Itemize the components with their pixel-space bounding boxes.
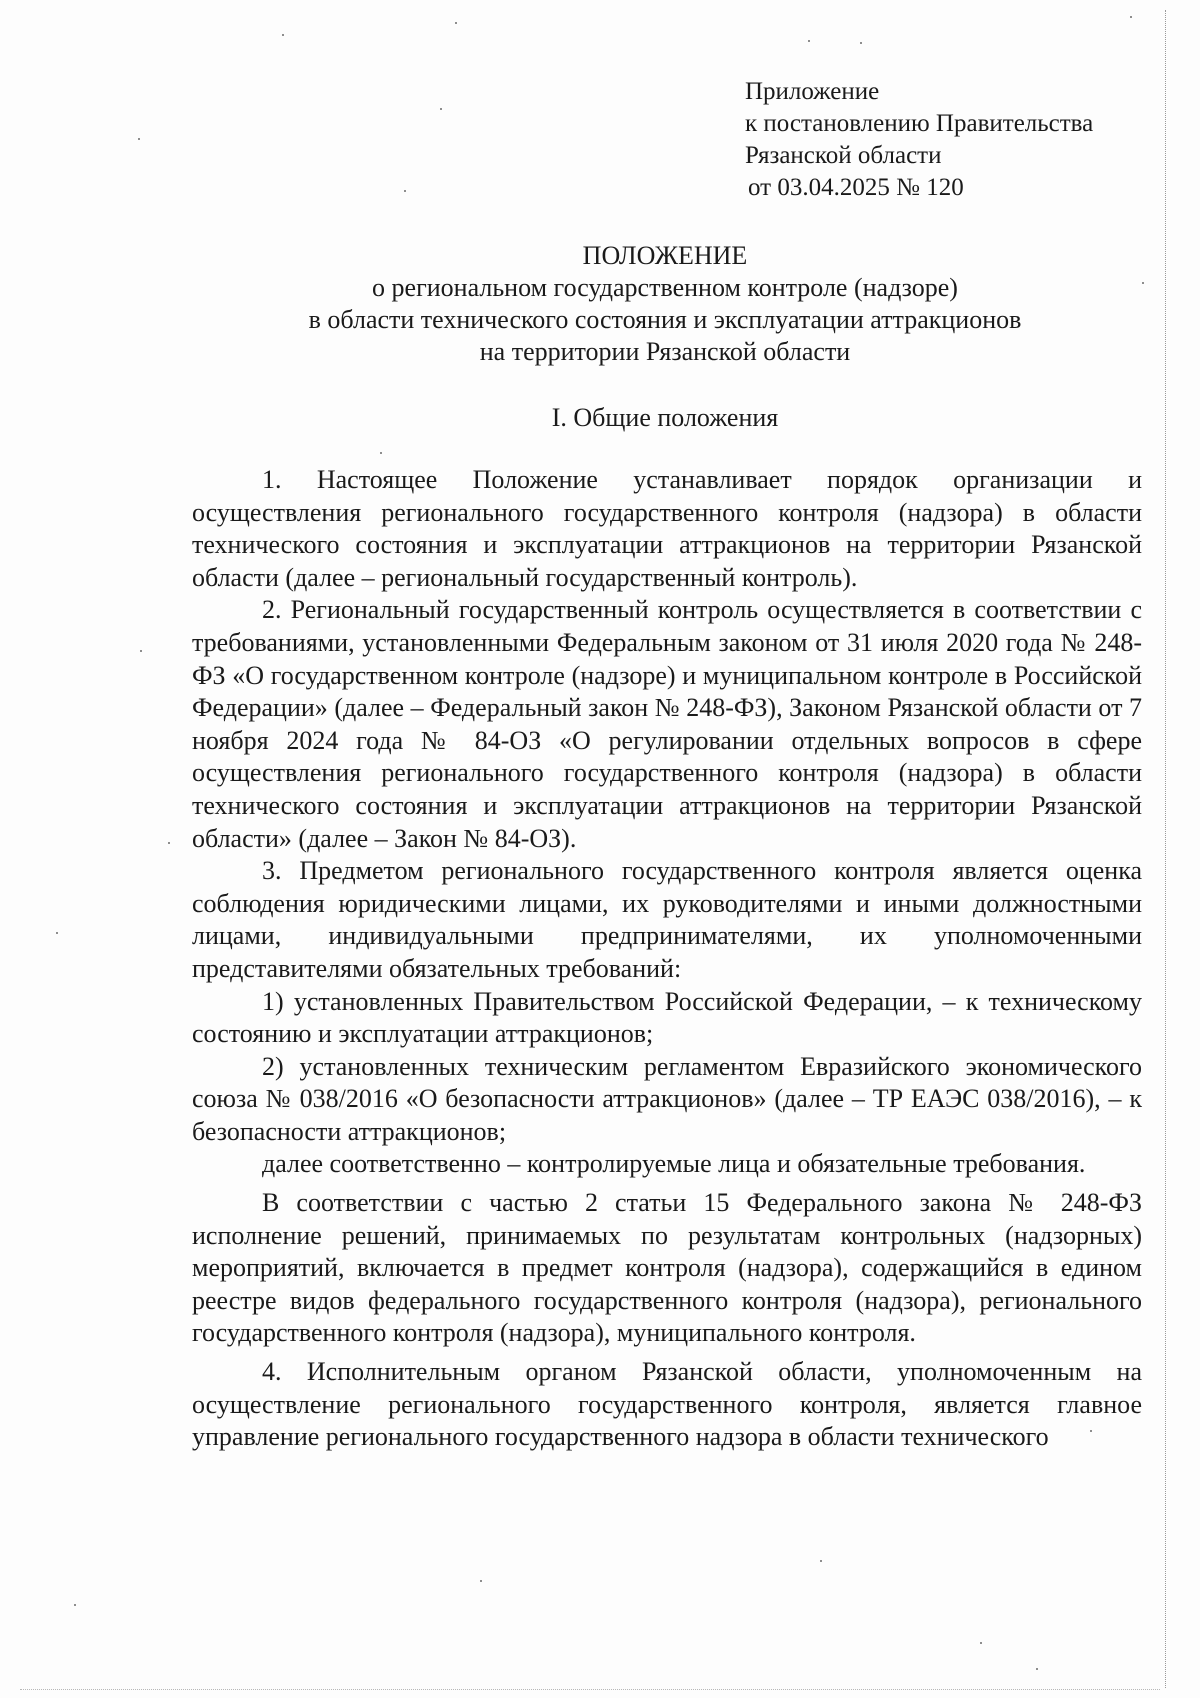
scan-speck [455,22,457,24]
scan-speck [1130,16,1132,18]
paragraph-3-item-1: 1) установленных Правительством Российской Федерации, – к техническому состоянию и эксплуатации аттракционов; [192,986,1142,1049]
approval-block [745,76,1093,204]
title-line-2: о региональном государственном контроле (надзоре) [372,273,958,302]
title-line-3: в области технического состояния и эксплуатации аттракционов [308,305,1022,334]
paragraph-3: 3. Предметом регионального государственного контроля является оценка соблюдения юридическими лицами, их руководителями и иными должностными лицами, индивидуальными предпринимателями, их уполномоченными представителями обязательных требований: [192,856,1142,983]
scan-speck [820,1560,822,1562]
scan-speck [74,1604,76,1606]
scan-speck [860,42,862,44]
scan-speck [1142,282,1144,284]
document-body [192,464,1142,1454]
scan-speck [1090,1430,1092,1432]
approval-line-resolution: к постановлению Правительства [745,110,1094,137]
approval-line-appendix: Приложение [745,78,880,105]
scan-speck [808,40,810,42]
scan-speck [140,650,142,652]
document-title [190,240,1140,368]
scan-speck [480,1580,482,1582]
paragraph-2: 2. Региональный государственный контроль осуществляется в соответствии с требованиями, установленными Федеральным законом от 31 июля 2020 года № 248-ФЗ «О государственном контроле (надзоре) и муниципальном контроле в Российской Федерации» (далее – Федеральный закон № 248-ФЗ), Законом Рязанской области от 7 ноября 2024 года № 84-ОЗ «О регулировании отдельных вопросов в сфере осуществления регионального государственного контроля (надзора) в области технического состояния и эксплуатации аттракционов на территории Рязанской области» (далее – Закон № 84-ОЗ). [192,595,1142,853]
scan-speck [1036,1668,1038,1670]
section-heading: I. Общие положения [551,403,779,432]
scan-speck [980,1642,982,1644]
paragraph-4: 4. Исполнительным органом Рязанской области, уполномоченным на осуществление регионального государственного контроля, является главное управление регионального государственного надзора в области технического [192,1357,1142,1452]
scan-speck [282,34,284,36]
paragraph-3-definition: далее соответственно – контролируемые лица и обязательные требования. [262,1149,1086,1179]
approval-line-region: Рязанской области [745,142,942,169]
scan-edge-line [1164,10,1166,1688]
scan-speck [138,138,140,140]
scan-speck [56,932,58,934]
paragraph-1: 1. Настоящее Положение устанавливает порядок организации и осуществления регионального государственного контроля (надзора) в области технического состояния и эксплуатации аттракционов на территории Рязанской области (далее – региональный государственный контроль). [192,465,1142,592]
scan-speck [168,842,170,844]
approval-line-date-number: от 03.04.2025 № 120 [748,174,964,201]
paragraph-3-addendum: В соответствии с частью 2 статьи 15 Федерального закона № 248-ФЗ исполнение решений, принимаемых по результатам контрольных (надзорных) мероприятий, включается в предмет контроля (надзора), содержащийся в едином реестре видов федерального государственного контроля (надзора), регионального государственного контроля (надзора), муниципального контроля. [192,1188,1142,1348]
paragraph-3-item-2: 2) установленных техническим регламентом Евразийского экономического союза № 038/2016 «О безопасности аттракционов» (далее – ТР ЕАЭС 038/2016), – к безопасности аттракционов; [192,1051,1142,1146]
scan-speck [404,190,406,192]
title-line-4: на территории Рязанской области [479,337,851,366]
scan-speck [440,108,442,110]
scan-bottom-edge [20,1688,1160,1690]
scan-speck [380,452,382,454]
title-main: ПОЛОЖЕНИЕ [582,241,748,270]
